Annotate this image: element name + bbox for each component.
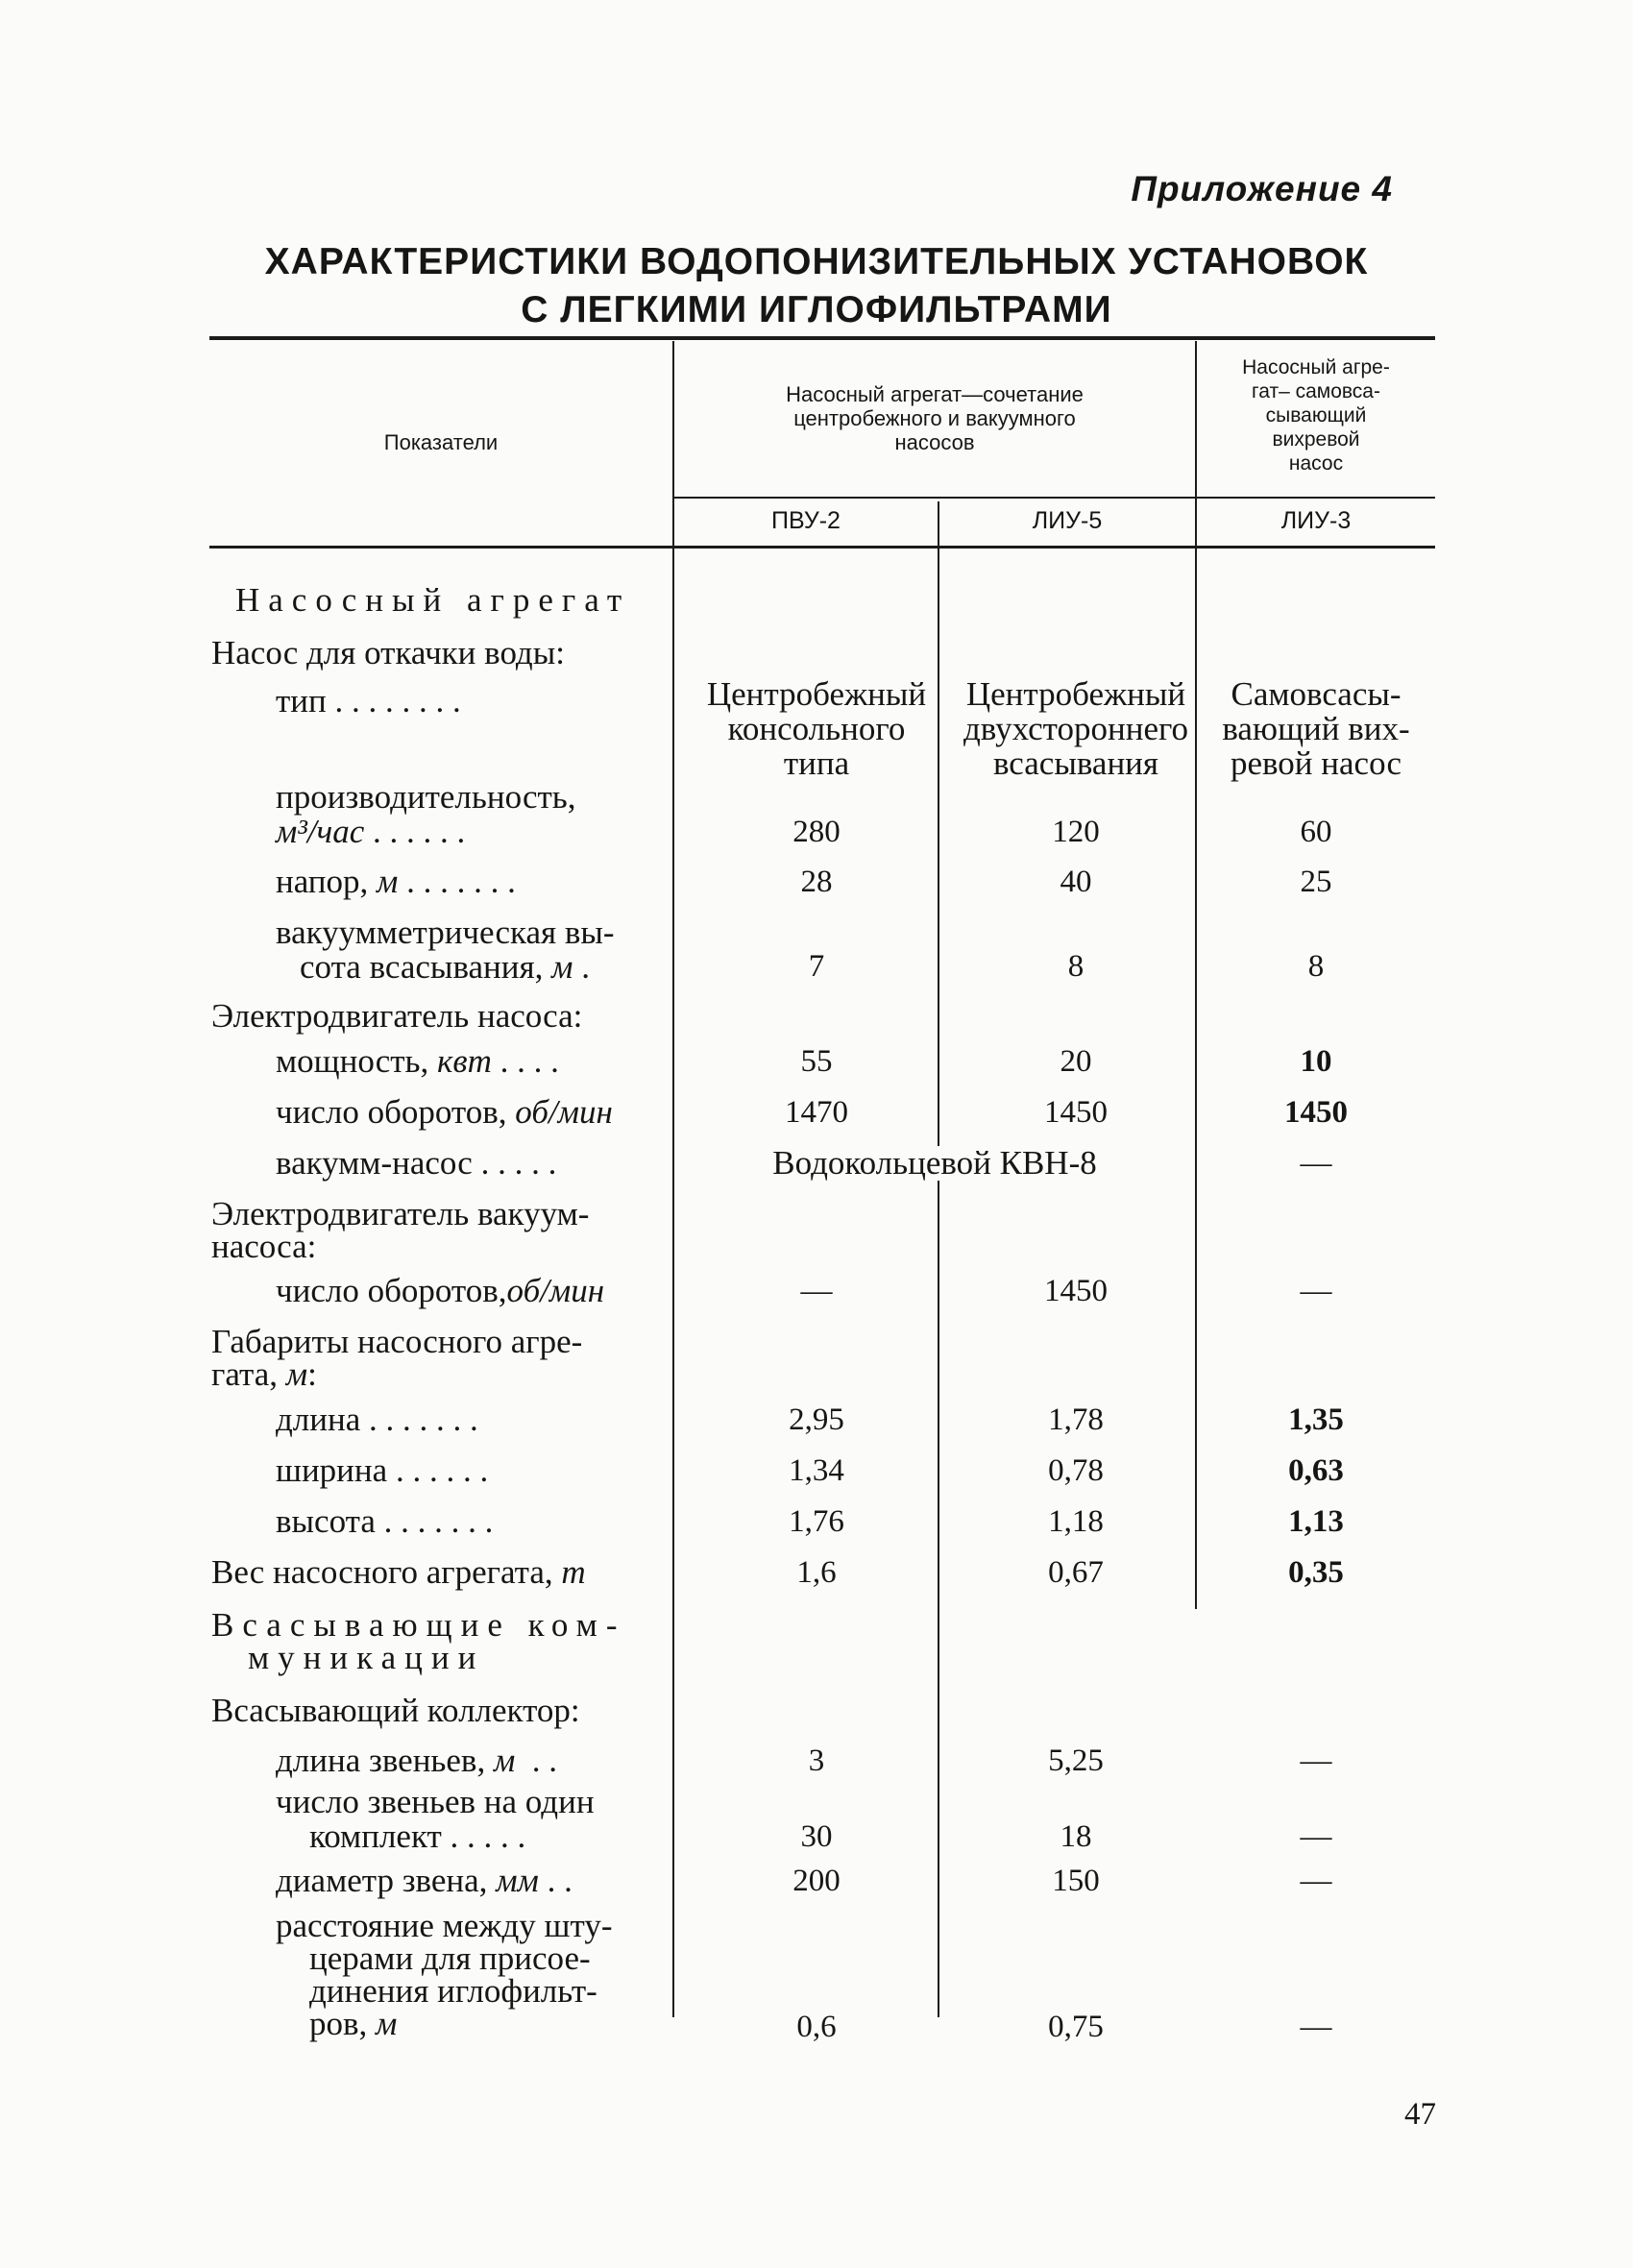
head-v2: 40 (1060, 865, 1092, 899)
spacing-label: расстояние между шту- церами для присое- динения иглофильт- ров, м (276, 1907, 613, 2042)
title-line-2: С ЛЕГКИМИ ИГЛОФИЛЬТРАМИ (521, 289, 1112, 330)
motor-vacuum-heading: Электродвигатель вакуум- насоса: (211, 1195, 590, 1265)
model-liu3: ЛИУ-3 (1280, 507, 1352, 534)
link-length-v3: — (1300, 1744, 1332, 1778)
appendix-label: Приложение 4 (1131, 169, 1393, 208)
model-liu5: ЛИУ-5 (1032, 507, 1103, 534)
link-length-v2: 5,25 (1048, 1744, 1104, 1778)
type-v1: Центробежный консольного типа (706, 675, 927, 782)
capacity-v1: 280 (792, 815, 841, 849)
links-count-v3: — (1300, 1819, 1332, 1854)
section-pump: Насосный агрегат (235, 581, 631, 619)
height-v2: 1,18 (1048, 1504, 1104, 1539)
height-v1: 1,76 (789, 1504, 844, 1539)
table-top-rule (209, 336, 1435, 340)
rpm2-v3: — (1300, 1274, 1332, 1308)
type-label: тип . . . . . . . . (276, 682, 461, 719)
pump-water-heading: Насос для откачки воды: (211, 634, 565, 671)
rpm2-v1: — (800, 1274, 833, 1308)
motor-pump-heading: Электродвигатель насоса: (211, 997, 583, 1035)
page-title (209, 238, 1424, 334)
model-pvu2: ПВУ-2 (771, 507, 841, 534)
vacuum-height-v1: 7 (808, 949, 825, 984)
power-v2: 20 (1060, 1044, 1092, 1079)
links-count-label: число звеньев на один комплект . . . . . (276, 1783, 595, 1855)
head-label: напор, м . . . . . . . (276, 863, 516, 900)
rpm-v3: 1450 (1284, 1095, 1348, 1130)
header-bottom-rule (209, 546, 1435, 549)
collector-heading: Всасывающий коллектор: (211, 1692, 580, 1729)
link-diam-v1: 200 (792, 1864, 841, 1898)
weight-v2: 0,67 (1048, 1555, 1104, 1590)
vacuum-pump-v3: — (1300, 1146, 1332, 1181)
rpm-v1: 1470 (785, 1095, 848, 1130)
type-v2: Центробежный двухстороннего всасывания (963, 675, 1188, 782)
section-suction: Всасывающие ком- муникации (211, 1606, 626, 1676)
weight-v1: 1,6 (796, 1555, 837, 1590)
capacity-label: производительность, м³/час . . . . . . (276, 778, 576, 850)
vacuum-pump-label: вакумм-насос . . . . . (276, 1144, 557, 1182)
power-label: мощность, квт . . . . (276, 1042, 559, 1080)
rpm2-label: число оборотов,об/мин (276, 1272, 605, 1309)
capacity-v2: 120 (1052, 815, 1100, 849)
capacity-v3: 60 (1300, 815, 1332, 849)
spacing-v2: 0,75 (1048, 2010, 1104, 2044)
type-v3: Самовсасы- вающий вих- ревой насос (1222, 675, 1410, 782)
header-indicators: Показатели (383, 430, 499, 454)
links-count-v2: 18 (1060, 1819, 1092, 1854)
width-v3: 0,63 (1288, 1453, 1344, 1488)
rpm-label: число оборотов, об/мин (276, 1093, 613, 1131)
link-length-v1: 3 (808, 1744, 825, 1778)
head-v3: 25 (1300, 865, 1332, 899)
link-length-label: длина звеньев, м . . (276, 1742, 558, 1779)
length-v3: 1,35 (1288, 1402, 1344, 1437)
spacing-v1: 0,6 (796, 2010, 837, 2044)
page-number: 47 (1404, 2097, 1436, 2132)
width-label: ширина . . . . . . (276, 1451, 489, 1489)
spacing-v3: — (1300, 2010, 1332, 2044)
weight-label: Вес насосного агрегата, т (211, 1553, 586, 1591)
head-v1: 28 (800, 865, 833, 899)
header-group-1: Насосный агрегат—сочетание центробежного и вакуумного насосов (786, 382, 1084, 454)
link-diam-v2: 150 (1052, 1864, 1100, 1898)
links-count-v1: 30 (800, 1819, 833, 1854)
power-v3: 10 (1300, 1044, 1332, 1079)
length-v2: 1,78 (1048, 1402, 1104, 1437)
length-label: длина . . . . . . . (276, 1401, 478, 1438)
vacuum-pump-value: Водокольцевой КВН-8 (674, 1146, 1195, 1181)
link-diam-label: диаметр звена, мм . . (276, 1862, 573, 1899)
power-v1: 55 (800, 1044, 833, 1079)
length-v1: 2,95 (789, 1402, 844, 1437)
rpm2-v2: 1450 (1044, 1274, 1108, 1308)
rpm-v2: 1450 (1044, 1095, 1108, 1130)
height-label: высота . . . . . . . (276, 1502, 494, 1540)
width-v2: 0,78 (1048, 1453, 1104, 1488)
link-diam-v3: — (1300, 1864, 1332, 1898)
vacuum-height-v2: 8 (1067, 949, 1085, 984)
weight-v3: 0,35 (1288, 1555, 1344, 1590)
header-subrule (672, 497, 1435, 499)
width-v1: 1,34 (789, 1453, 844, 1488)
title-line-1: ХАРАКТЕРИСТИКИ ВОДОПОНИЗИТЕЛЬНЫХ УСТАНОВОК (264, 241, 1369, 282)
vacuum-height-label: вакуумметрическая вы- сота всасывания, м . (276, 914, 615, 986)
vacuum-height-v3: 8 (1307, 949, 1325, 984)
dims-heading: Габариты насосного агре- гата, м: (211, 1323, 583, 1393)
height-v3: 1,13 (1288, 1504, 1344, 1539)
header-group-2: Насосный агре- гат– самовса- сывающий вихревой насос (1242, 356, 1390, 475)
